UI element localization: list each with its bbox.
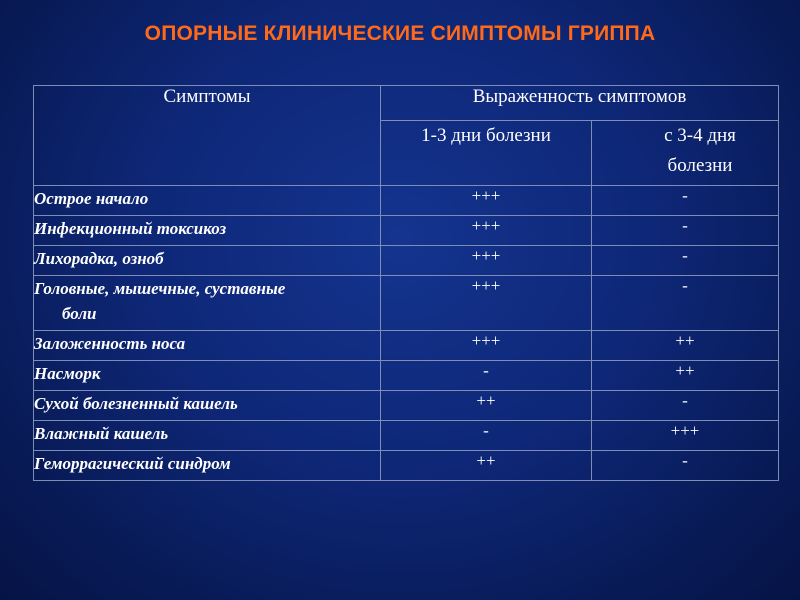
value-days-3-4: - — [592, 391, 779, 421]
value-days-1-3: +++ — [381, 186, 592, 216]
table-row — [34, 391, 779, 421]
value-days-3-4: ++ — [592, 361, 779, 391]
value-days-3-4: - — [592, 216, 779, 246]
table-row — [34, 216, 779, 246]
table-row — [34, 186, 779, 216]
header-days-1-3: 1-3 дни болезни — [381, 121, 592, 186]
symptom-label-line1: Головные, мышечные, суставные — [34, 279, 286, 298]
table-row — [34, 451, 779, 481]
value-days-3-4: +++ — [592, 421, 779, 451]
value-days-1-3: ++ — [381, 391, 592, 421]
value-days-3-4: - — [592, 451, 779, 481]
value-days-3-4: ++ — [592, 331, 779, 361]
symptom-label: Заложенность носа — [34, 331, 381, 361]
symptom-label: Лихорадка, озноб — [34, 246, 381, 276]
header-days-3-4-line2: болезни — [667, 155, 733, 176]
symptom-label — [34, 276, 381, 331]
table-row — [34, 331, 779, 361]
value-days-3-4: - — [592, 186, 779, 216]
header-symptoms: Симптомы — [34, 86, 381, 186]
symptom-label: Насморк — [34, 361, 381, 391]
symptom-label: Острое начало — [34, 186, 381, 216]
value-days-1-3: ++ — [381, 451, 592, 481]
value-days-1-3: +++ — [381, 246, 592, 276]
value-days-3-4: - — [592, 246, 779, 276]
table-row — [34, 276, 779, 331]
header-days-3-4 — [592, 121, 779, 186]
table-row — [34, 246, 779, 276]
header-days-3-4-line1: с 3-4 дня — [664, 125, 736, 146]
symptoms-table — [33, 85, 779, 481]
value-days-1-3: - — [381, 361, 592, 391]
value-days-1-3: - — [381, 421, 592, 451]
table-row — [34, 421, 779, 451]
symptom-label: Геморрагический синдром — [34, 451, 381, 481]
value-days-1-3: +++ — [381, 276, 592, 331]
header-severity: Выраженность симптомов — [381, 86, 779, 121]
table-row — [34, 361, 779, 391]
symptom-label: Влажный кашель — [34, 421, 381, 451]
symptom-label-line2: боли — [62, 304, 97, 323]
slide-title: ОПОРНЫЕ КЛИНИЧЕСКИЕ СИМПТОМЫ ГРИППА — [144, 22, 656, 45]
value-days-1-3: +++ — [381, 216, 592, 246]
value-days-1-3: +++ — [381, 331, 592, 361]
symptom-label: Сухой болезненный кашель — [34, 391, 381, 421]
value-days-3-4: - — [592, 276, 779, 331]
symptom-label: Инфекционный токсикоз — [34, 216, 381, 246]
